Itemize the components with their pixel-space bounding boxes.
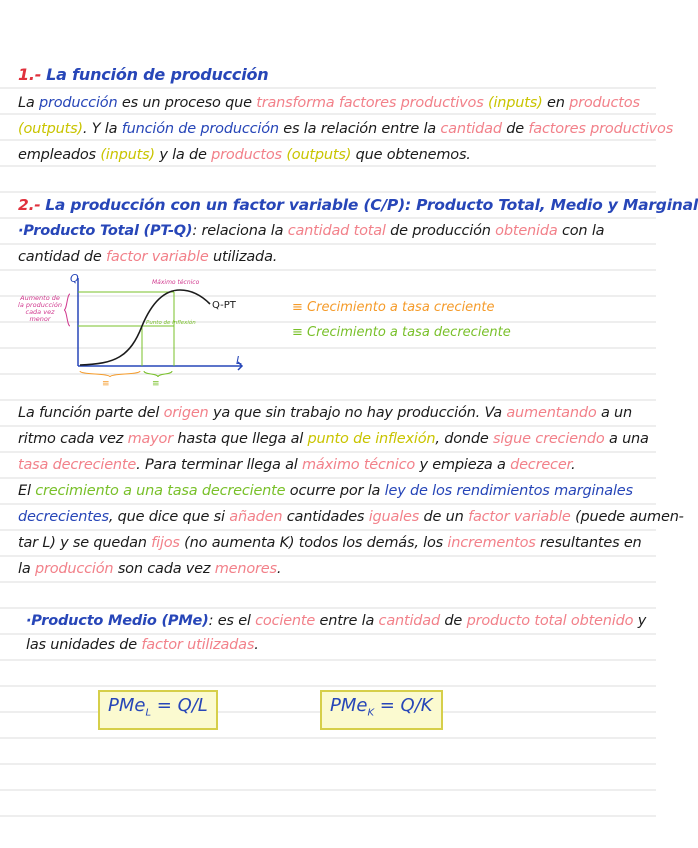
text: La (18, 95, 39, 111)
production-function-graph (20, 272, 280, 392)
text: cantidades (282, 509, 369, 525)
text: a un (596, 405, 633, 421)
text: son cada vez (113, 561, 215, 577)
text: . (570, 457, 576, 473)
text: mayor (127, 431, 173, 447)
formula-pme-k (320, 690, 443, 730)
curve-label: Q-PT (212, 300, 236, 311)
text: ya que sin trabajo no hay producción. Va (208, 405, 507, 421)
formula-text: PMe (108, 695, 146, 716)
text: utilizada. (208, 249, 278, 265)
text: . Para terminar llega al (136, 457, 302, 473)
text: cociente (255, 613, 316, 629)
side-note: Aumento de la producción cada vez menor (18, 294, 62, 323)
formula-pme-l (98, 690, 218, 730)
text: producción (34, 561, 114, 577)
para-line-7 (18, 560, 281, 578)
text: (inputs) (487, 95, 543, 111)
text: cantidad (378, 613, 441, 629)
text: empleados (18, 147, 101, 163)
text: (outputs) (286, 147, 352, 163)
text: (outputs) (18, 121, 83, 137)
text: (puede aumen- (570, 509, 684, 525)
text: a una (604, 431, 649, 447)
y-axis-label: Q (70, 272, 79, 285)
formula-text: = Q/L (151, 695, 208, 716)
text: (inputs) (100, 147, 155, 163)
section-2-heading: La producción con un factor variable (C/P): Producto Total, Medio y Marginal (45, 196, 698, 214)
text: producción (38, 95, 118, 111)
text: origen (163, 405, 209, 421)
text: con la (557, 223, 605, 239)
text: que obtenemos. (351, 147, 471, 163)
text: . Y la (82, 121, 122, 137)
producto-total-label: ·Producto Total (PT-Q) (18, 223, 193, 239)
section-1-line-1 (18, 94, 640, 112)
text: . (276, 561, 282, 577)
text: es un proceso que (117, 95, 257, 111)
section-2-title (18, 196, 698, 214)
text: . (254, 637, 259, 653)
text: entre la (315, 613, 379, 629)
para-line-6 (18, 534, 642, 552)
text: , que dice que si (108, 509, 230, 525)
max-tecnico-label: Máximo técnico (152, 279, 200, 286)
pme-line-1 (26, 612, 646, 630)
legend-decreasing: ≡ Crecimiento a tasa decreciente (292, 325, 511, 340)
x-axis-label: L (236, 354, 243, 367)
text: tar L) y se quedan (18, 535, 152, 551)
text: menores (214, 561, 277, 577)
text: (no aumenta K) todos los demás, los (179, 535, 448, 551)
section-1-heading: La función de producción (46, 65, 269, 84)
text: y empieza a (415, 457, 511, 473)
text: factor variable (106, 249, 209, 265)
text: cantidad (440, 121, 502, 137)
text: ley de los rendimientos marginales (384, 483, 633, 499)
text: : es el (208, 613, 256, 629)
text: cantidad total (287, 223, 386, 239)
text: es la relación entre la (278, 121, 441, 137)
text: obtenida (495, 223, 558, 239)
text: aumentando (506, 405, 597, 421)
section-1-line-2 (18, 120, 673, 138)
text: cantidad de (18, 249, 106, 265)
text: factor utilizadas (141, 637, 255, 653)
text: transforma factores productivos (256, 95, 484, 111)
section-1-line-3 (18, 146, 471, 164)
legend-growing: ≡ Crecimiento a tasa creciente (292, 300, 495, 315)
text: sigue creciendo (493, 431, 605, 447)
text: y (633, 613, 647, 629)
text: factores productivos (528, 121, 674, 137)
section-2-line-1 (18, 222, 604, 240)
formula-subscript: L (145, 707, 152, 719)
text: El (18, 483, 36, 499)
text: iguales (368, 509, 420, 525)
text: decrecer (510, 457, 571, 473)
text: de (440, 613, 467, 629)
para-line-3 (18, 456, 575, 474)
text: las unidades de (26, 637, 142, 653)
text: de producción (385, 223, 496, 239)
text: de un (419, 509, 469, 525)
section-2-number: 2.- (18, 196, 41, 214)
text: en (542, 95, 570, 111)
text: ocurre por la (285, 483, 385, 499)
text: productos (211, 147, 282, 163)
text: punto de inflexión (307, 431, 436, 447)
section-2-line-2 (18, 248, 277, 266)
text: productos (569, 95, 640, 111)
text: máximo técnico (302, 457, 416, 473)
text: fijos (151, 535, 180, 551)
text: de (501, 121, 529, 137)
text: factor variable (468, 509, 571, 525)
producto-medio-label: ·Producto Medio (PMe) (26, 613, 209, 629)
svg-text:≡: ≡ (102, 379, 110, 389)
inflection-label: Punto de inflexión (146, 320, 196, 326)
text: y la de (154, 147, 212, 163)
formula-subscript: K (367, 707, 375, 719)
svg-text:≡: ≡ (152, 379, 160, 389)
text: ritmo cada vez (18, 431, 128, 447)
text: tasa decreciente (18, 457, 137, 473)
text: crecimiento a una tasa decreciente (35, 483, 286, 499)
para-line-1 (18, 404, 632, 422)
text: decrecientes (18, 509, 109, 525)
section-1-number: 1.- (18, 65, 42, 84)
formula-text: PMe (330, 695, 368, 716)
text: añaden (229, 509, 283, 525)
para-line-4 (18, 482, 633, 500)
text: , donde (435, 431, 493, 447)
text: la (18, 561, 35, 577)
text: incrementos (447, 535, 536, 551)
total-product-curve (80, 290, 210, 365)
para-line-5 (18, 508, 684, 526)
para-line-2 (18, 430, 649, 448)
pme-line-2 (26, 636, 259, 654)
text: : relaciona la (192, 223, 288, 239)
section-1-title (18, 66, 268, 84)
formula-text: = Q/K (374, 695, 433, 716)
text: función de producción (121, 121, 279, 137)
text: La función parte del (18, 405, 164, 421)
text: resultantes en (535, 535, 642, 551)
text: producto total obtenido (466, 613, 634, 629)
text: hasta que llega al (173, 431, 308, 447)
